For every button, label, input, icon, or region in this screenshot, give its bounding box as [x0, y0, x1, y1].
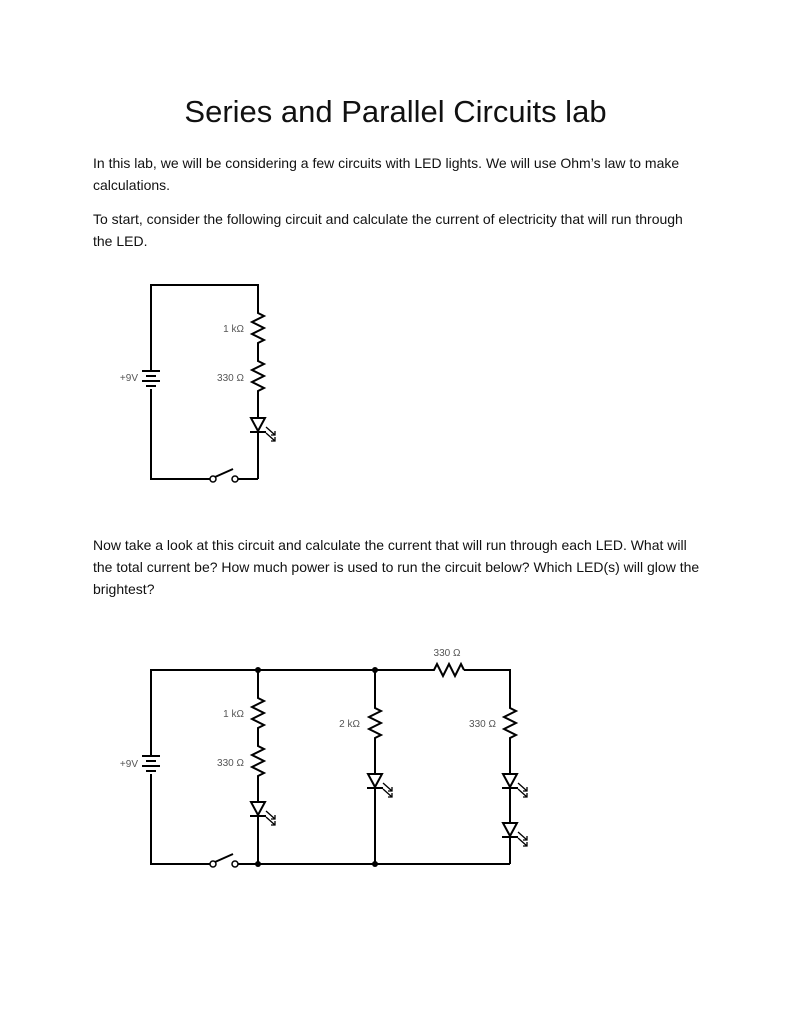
circuit2-branch3-led-2: [502, 823, 527, 846]
page-title: Series and Parallel Circuits lab: [184, 94, 607, 129]
circuit2-branch2-resistor-2k-label: 2 kΩ: [339, 719, 360, 730]
circuit2-wires: [151, 670, 510, 864]
circuit2-branch3-led-1: [502, 774, 527, 797]
circuit2-junctions: [255, 667, 378, 867]
circuit2-top-resistor-330: [430, 664, 464, 676]
circuit1-battery-label: +9V: [119, 373, 138, 384]
circuit1-resistor-330: [252, 358, 264, 395]
circuit2-top-resistor-330-label: 330 Ω: [433, 648, 461, 659]
circuit2-branch1-resistor-330-label: 330 Ω: [217, 758, 244, 769]
circuit2-branch2-resistor-2k: [369, 705, 381, 742]
circuit2-switch: [210, 854, 238, 867]
circuit1-resistor-330-label: 330 Ω: [217, 373, 244, 384]
circuit2-branch1-resistor-1k-label: 1 kΩ: [223, 709, 244, 720]
circuit2-branch1-resistor-330: [252, 743, 264, 780]
circuit2-branch1-resistor-1k: [252, 695, 264, 732]
second-paragraph: Now take a look at this circuit and calculate the current that will run through each LED. What will the total current be? How much power is used to run the circuit below? Which LED(s) will glow the brightest?: [93, 537, 700, 597]
circuit1-battery: [142, 371, 160, 386]
circuit1-resistor-1k: [252, 310, 264, 347]
circuit2-branch3-resistor-330-label: 330 Ω: [469, 719, 496, 730]
circuit1-led: [250, 418, 275, 441]
circuit2-branch3-resistor-330: [504, 705, 516, 742]
circuit2-branch1-led: [250, 802, 275, 825]
circuit1-switch: [210, 469, 238, 482]
circuit2-battery-label: +9V: [119, 759, 138, 770]
circuit1-resistor-1k-label: 1 kΩ: [223, 324, 244, 335]
start-paragraph: To start, consider the following circuit and calculate the current of electricity that will run through the LED.: [93, 211, 683, 249]
circuit1-wires: [151, 285, 258, 479]
intro-paragraph: In this lab, we will be considering a few circuits with LED lights. We will use Ohm’s law to make calculations.: [93, 155, 680, 193]
circuit2-battery: [142, 756, 160, 771]
circuit2-branch2-led: [367, 774, 392, 797]
